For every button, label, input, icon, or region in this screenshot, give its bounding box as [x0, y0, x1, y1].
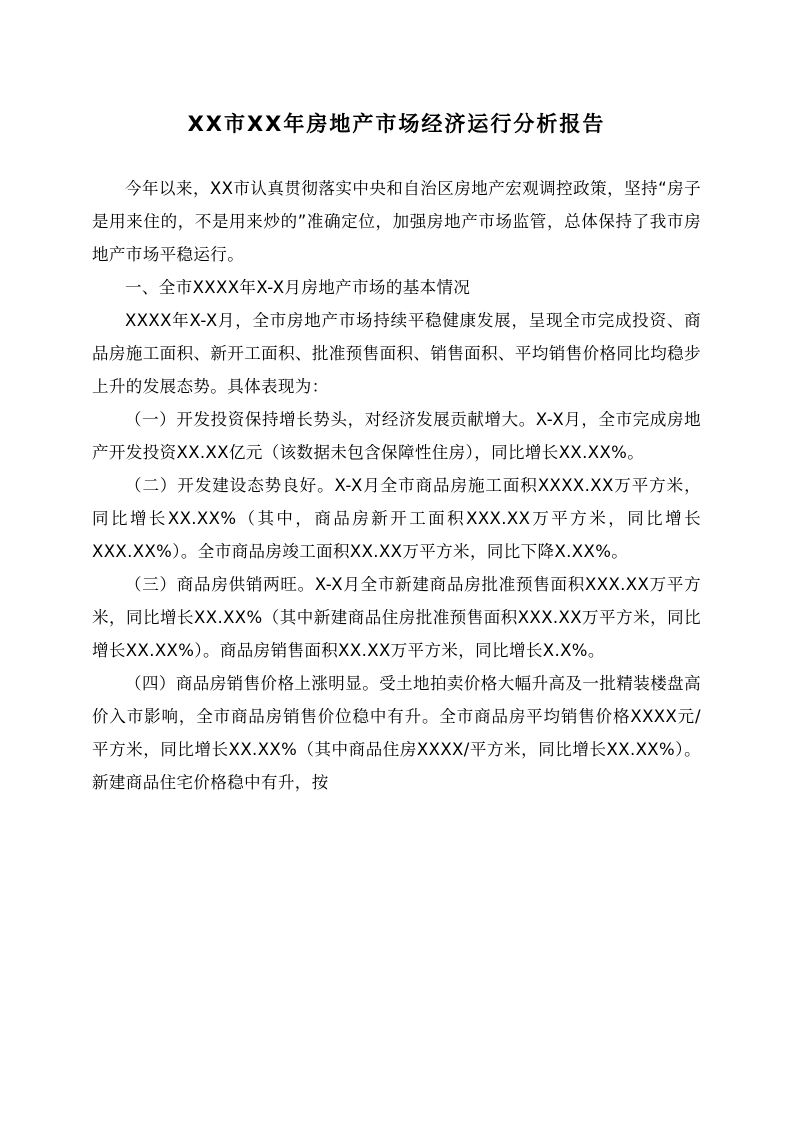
- paragraph-intro: 今年以来，XX市认真贯彻落实中央和自治区房地产宏观调控政策，坚持“房子是用来住的，不是用来炒的”准确定位，加强房地产市场监管，总体保持了我市房地产市场平稳运行。: [92, 178, 701, 264]
- paragraph-overview: XXXX年X-X月，全市房地产市场持续平稳健康发展，呈现全市完成投资、商品房施工面积、新开工面积、批准预售面积、销售面积、平均销售价格同比均稳步上升的发展态势。具体表现为：: [92, 310, 701, 396]
- paragraph-item-4: （四）商品房销售价格上涨明显。受土地拍卖价格大幅升高及一批精装楼盘高价入市影响，全市商品房销售价位稳中有升。全市商品房平均销售价格XXXX元/平方米，同比增长XX.XX%（其中商品住房XXXX/平方米，同比增长XX.XX%）。新建商品住宅价格稳中有升，按: [92, 673, 701, 792]
- paragraph-item-1: （一）开发投资保持增长势头，对经济发展贡献增大。X-X月，全市完成房地产开发投资XX.XX亿元（该数据未包含保障性住房），同比增长XX.XX%。: [92, 409, 701, 462]
- paragraph-item-3: （三）商品房供销两旺。X-X月全市新建商品房批准预售面积XXX.XX万平方米，同比增长XX.XX%（其中新建商品住房批准预售面积XXX.XX万平方米，同比增长XX.XX%）。商品房销售面积XX.XX万平方米，同比增长X.X%。: [92, 574, 701, 660]
- paragraph-item-2: （二）开发建设态势良好。X-X月全市商品房施工面积XXXX.XX万平方米，同比增长XX.XX%（其中，商品房新开工面积XXX.XX万平方米，同比增长XXX.XX%）。全市商品房竣工面积XX.XX万平方米，同比下降X.XX%。: [92, 475, 701, 561]
- page-title: XX市XX年房地产市场经济运行分析报告: [187, 112, 606, 136]
- paragraph-section-heading-1: 一、全市XXXX年X-X月房地产市场的基本情况: [125, 277, 471, 297]
